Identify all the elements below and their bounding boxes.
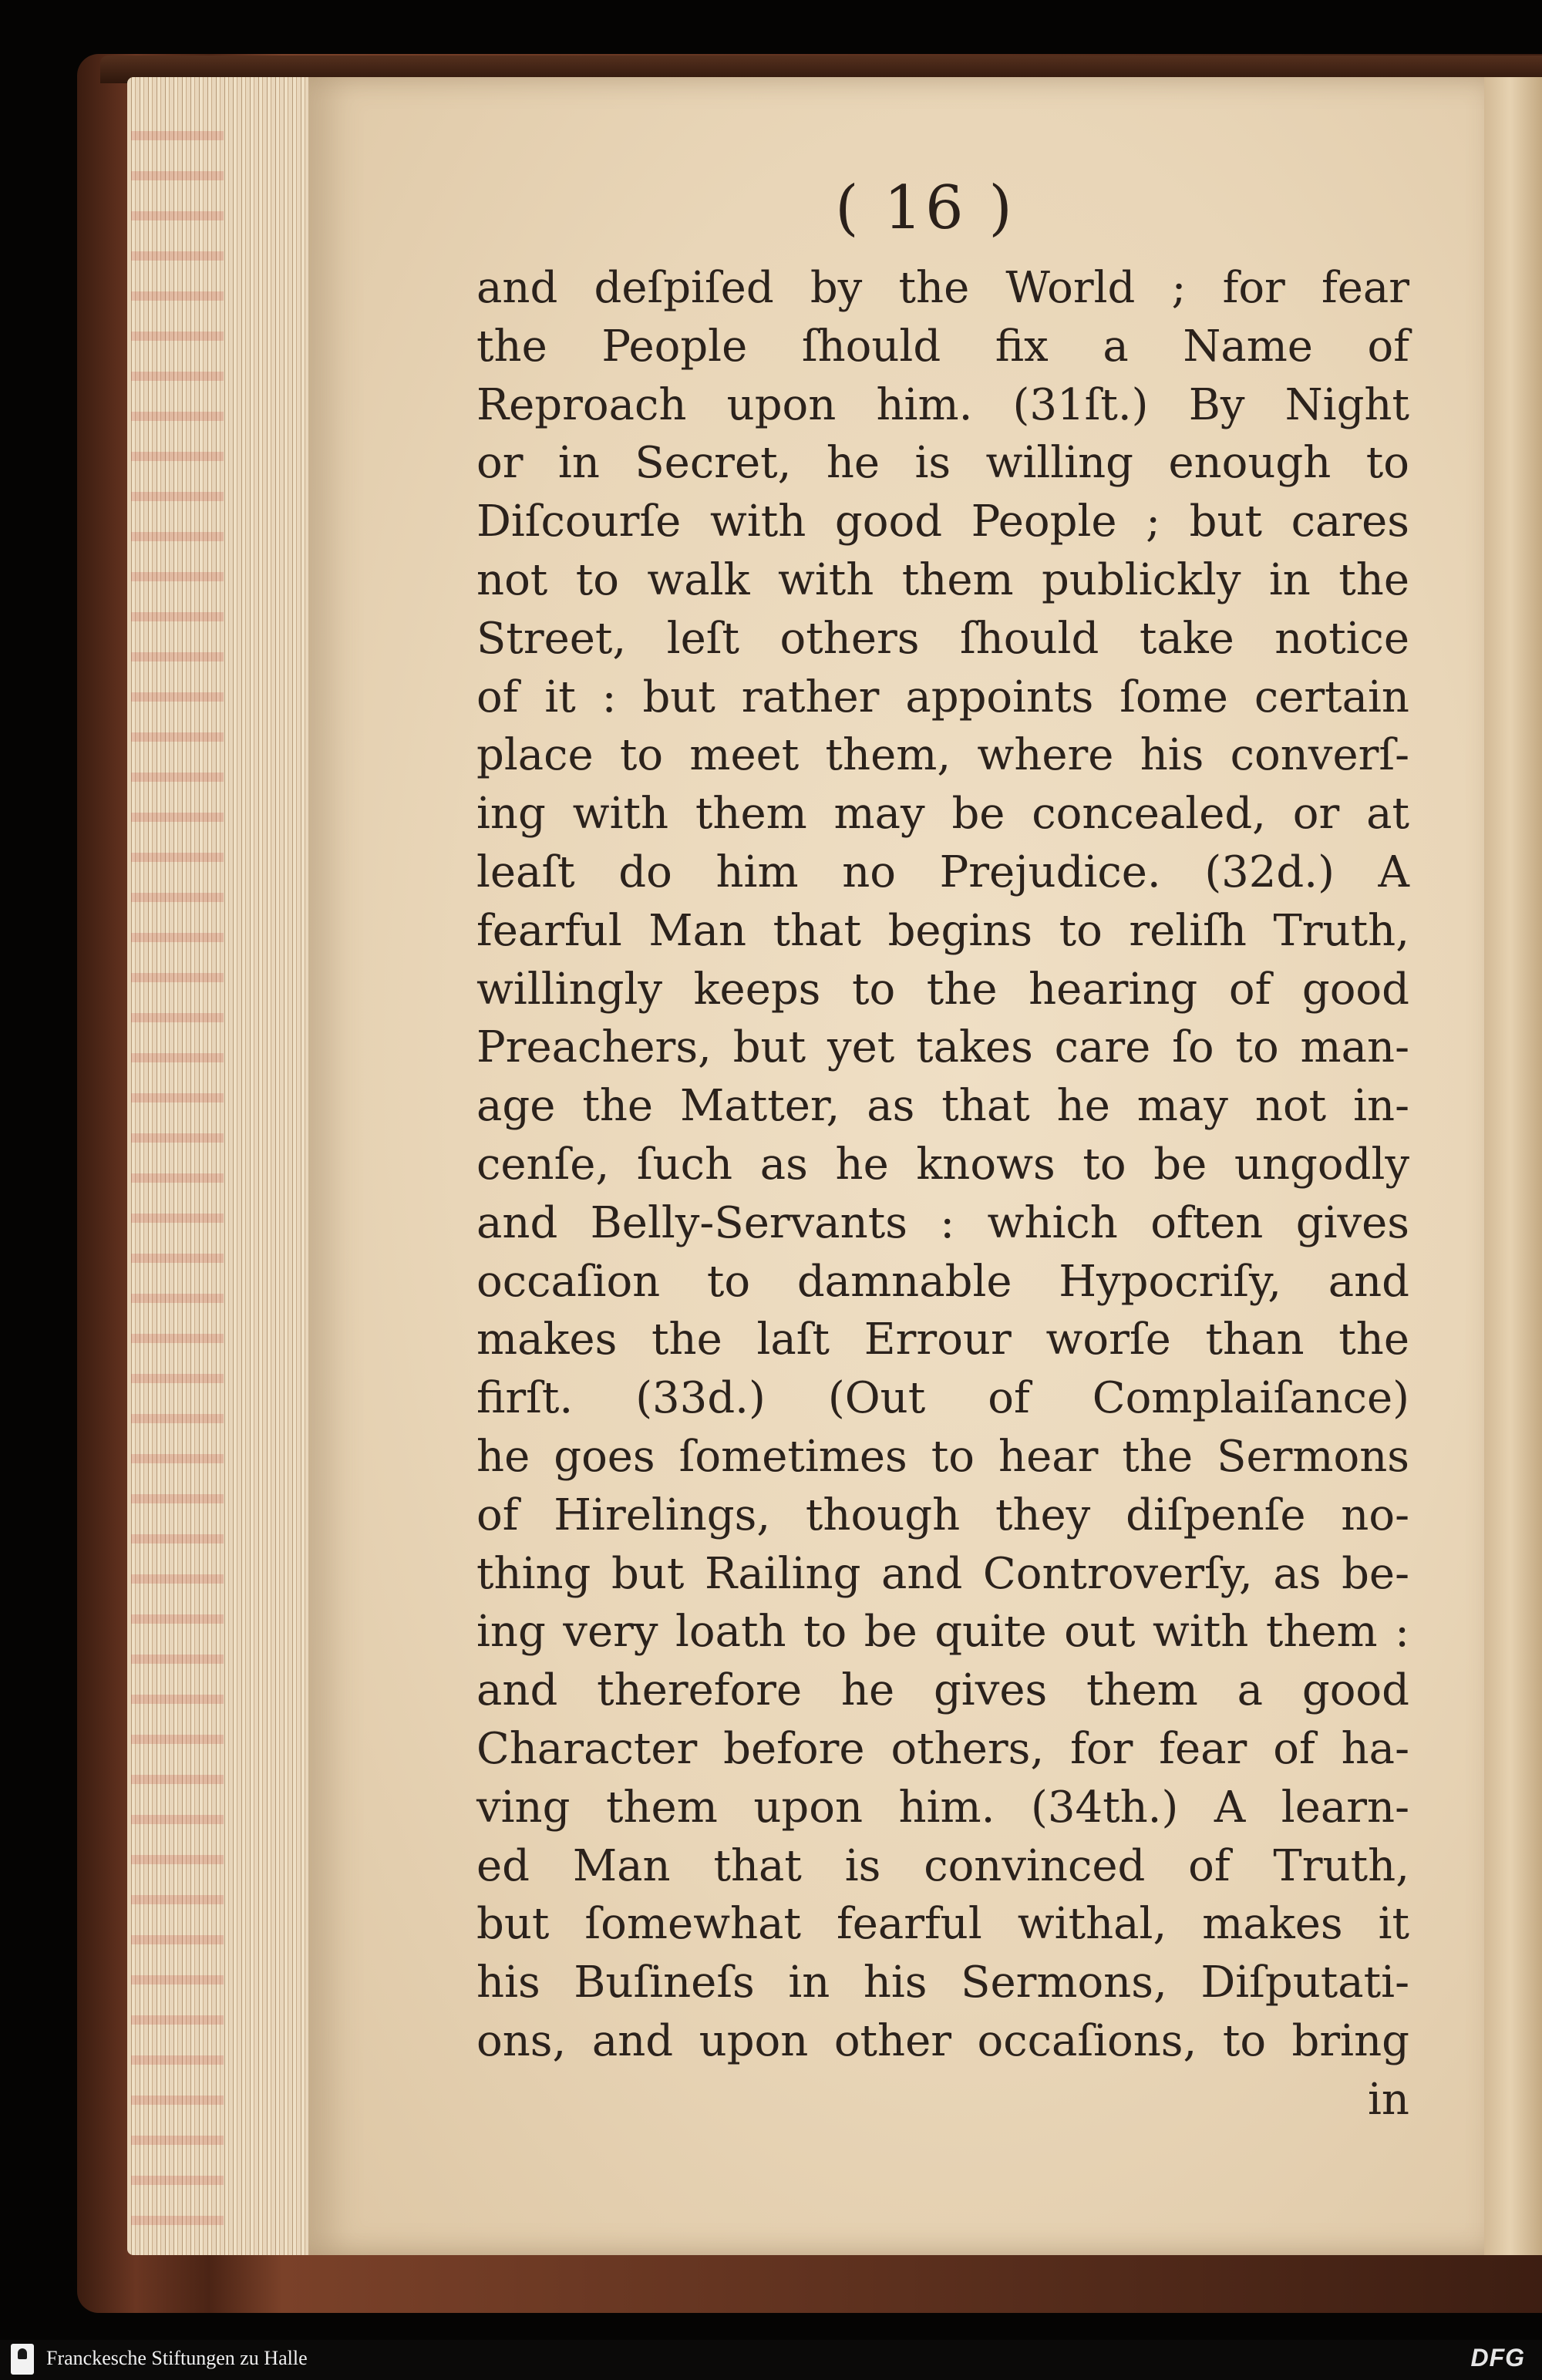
institution-name: Franckesche Stiftungen zu Halle <box>46 2347 308 2369</box>
text-line: he goes ſometimes to hear the Sermons <box>476 1431 1409 1482</box>
text-line: the People ſhould fix a Name of <box>476 321 1409 372</box>
text-line: Character before others, for fear of ha- <box>476 1723 1409 1774</box>
page-edges-red-stain <box>131 100 224 2244</box>
text-line: ons, and upon other occaſions, to bring <box>476 2015 1409 2066</box>
text-line: and deſpiſed by the World ; for fear <box>476 263 1409 313</box>
text-line: Street, leſt others ſhould take notice <box>476 613 1409 664</box>
text-line: ing very loath to be quite out with them : <box>476 1607 1409 1658</box>
catchword: in <box>1368 2074 1409 2125</box>
text-line: and Belly-Servants : which often gives <box>476 1197 1409 1248</box>
text-line: of Hirelings, though they diſpenſe no- <box>476 1490 1409 1540</box>
text-line: of it : but rather appoints ſome certain <box>476 672 1409 722</box>
text-line: age the Matter, as that he may not in- <box>476 1081 1409 1132</box>
text-line: firſt. (33d.) (Out of Complaiſance) <box>476 1373 1409 1424</box>
text-line: Preachers, but yet takes care ſo to man- <box>476 1022 1409 1073</box>
text-line: and therefore he gives them a good <box>476 1665 1409 1716</box>
text-line: ving them upon him. (34th.) A learn- <box>476 1782 1409 1833</box>
institution-seal-icon <box>11 2344 34 2375</box>
page-number: ( 16 ) <box>835 173 1015 243</box>
text-line: leaſt do him no Prejudice. (32d.) A <box>476 847 1409 897</box>
text-line: but ſomewhat fearful withal, makes it <box>476 1899 1409 1950</box>
page-body-text <box>476 259 1409 2129</box>
text-line: or in Secret, he is willing enough to <box>476 438 1409 489</box>
text-line: cenſe, ſuch as he knows to be ungodly <box>476 1139 1409 1190</box>
text-line: place to meet them, where his converſ- <box>476 730 1409 781</box>
text-line: makes the laſt Errour worſe than the <box>476 1315 1409 1365</box>
text-line: ing with them may be concealed, or at <box>476 789 1409 840</box>
text-line: fearful Man that begins to reliſh Truth, <box>476 905 1409 956</box>
page-gutter <box>1484 77 1542 2255</box>
text-line: not to walk with them publickly in the <box>476 554 1409 605</box>
text-line: Reproach upon him. (31ſt.) By Night <box>476 379 1409 430</box>
text-line: thing but Railing and Controverſy, as be- <box>476 1548 1409 1599</box>
text-line: ed Man that is convinced of Truth, <box>476 1840 1409 1891</box>
dfg-logo: DFG <box>1470 2344 1525 2372</box>
text-line: his Buſineſs in his Sermons, Diſputati- <box>476 1958 1409 2008</box>
text-line: willingly keeps to the hearing of good <box>476 964 1409 1015</box>
text-line: occaſion to damnable Hypocriſy, and <box>476 1256 1409 1307</box>
text-line: Diſcourſe with good People ; but cares <box>476 497 1409 547</box>
